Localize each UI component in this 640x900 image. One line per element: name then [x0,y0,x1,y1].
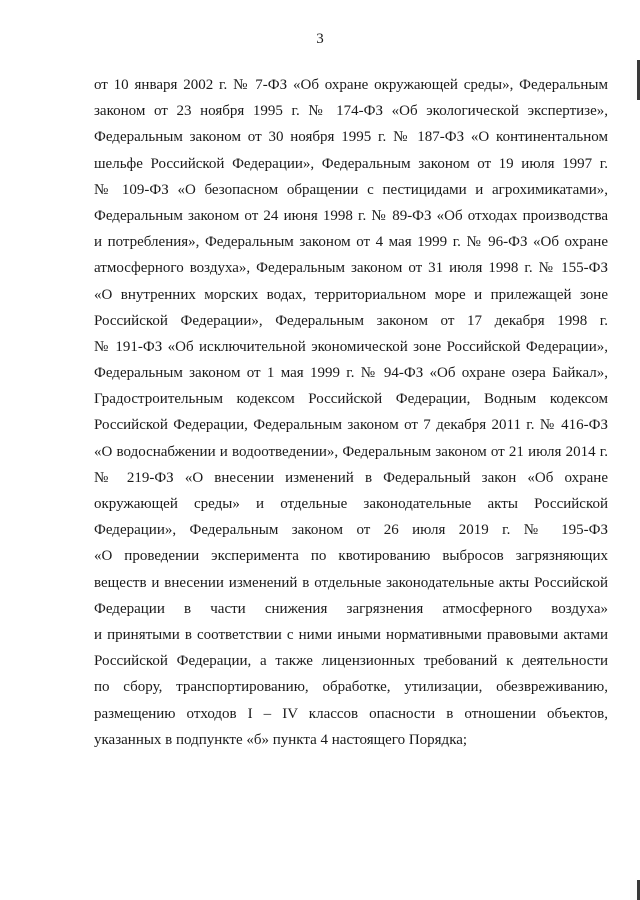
text-line: Федерации в части снижения загрязнения атмосферного воздуха» [94,600,608,617]
text-line: Российской Федерации», Федеральным законом от 17 декабря 1998 г. [94,312,608,329]
text-line: Градостроительным кодексом Российской Федерации, Водным кодексом [94,391,608,408]
text-line: окружающей среды» и отдельные законодательные акты Российской [94,496,608,512]
text-line: «О проведении эксперимента по квотированию выбросов загрязняющих [94,548,608,565]
text-line: и потребления», Федеральным законом от 4 мая 1999 г. № 96-ФЗ «Об охране [94,234,608,251]
text-line: Российской Федерации, Федеральным законом от 7 декабря 2011 г. № 416-ФЗ [94,417,608,434]
document-body [94,72,608,753]
text-line: Федеральным законом от 24 июня 1998 г. № 89-ФЗ «Об отходах производства [94,207,608,224]
text-line: «О внутренних морских водах, территориальном море и прилежащей зоне [94,286,608,303]
text-line: Федерации», Федеральным законом от 26 июля 2019 г. № 195-ФЗ [94,522,608,539]
text-line: № 109-ФЗ «О безопасном обращении с пестицидами и агрохимикатами», [94,181,608,198]
text-line: от 10 января 2002 г. № 7-ФЗ «Об охране окружающей среды», Федеральным [94,77,608,93]
text-line: «О водоснабжении и водоотведении», Федеральным законом от 21 июля 2014 г. [94,443,608,460]
text-line: Федеральным законом от 30 ноября 1995 г. № 187-ФЗ «О континентальном [94,129,608,146]
text-line: и принятыми в соответствии с ними иными нормативными правовыми актами [94,626,608,643]
text-line: шельфе Российской Федерации», Федеральным законом от 19 июля 1997 г. [94,155,608,172]
page-number: 3 [316,31,324,47]
text-line: атмосферного воздуха», Федеральным законом от 31 июля 1998 г. № 155-ФЗ [94,260,608,277]
text-line: Российской Федерации, а также лицензионных требований к деятельности [94,653,608,670]
text-line: законом от 23 ноября 1995 г. № 174-ФЗ «Об экологической экспертизе», [94,103,608,120]
text-line: № 219-ФЗ «О внесении изменений в Федеральный закон «Об охране [94,469,608,486]
text-line: № 191-ФЗ «Об исключительной экономической зоне Российской Федерации», [94,338,608,355]
text-line: веществ и внесении изменений в отдельные законодательные акты Российской [94,574,608,591]
text-line: по сбору, транспортированию, обработке, утилизации, обезвреживанию, [94,679,608,696]
text-line: Федеральным законом от 1 мая 1999 г. № 94-ФЗ «Об охране озера Байкал», [94,365,608,382]
text-line: указанных в подпункте «б» пункта 4 настоящего Порядка; [94,731,468,748]
text-line: размещению отходов I – IV классов опасности в отношении объектов, [94,705,608,722]
